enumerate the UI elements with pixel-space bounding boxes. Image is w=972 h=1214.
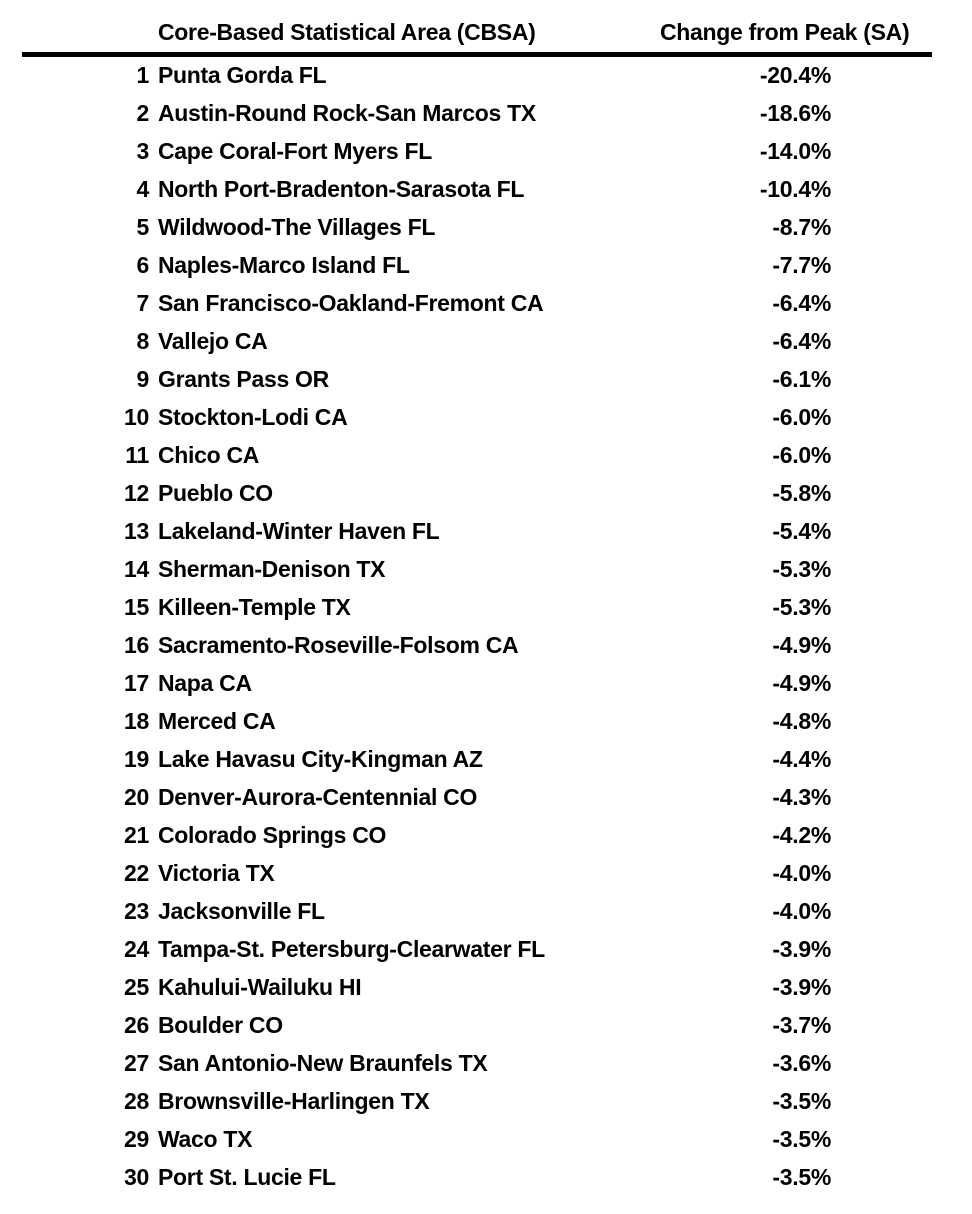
change-cell: -4.8% (772, 708, 831, 734)
table-row (0, 894, 972, 932)
rank-cell: 10 (124, 404, 149, 430)
rank-cell: 5 (136, 214, 149, 240)
area-cell: Tampa-St. Petersburg-Clearwater FL (158, 936, 545, 962)
table-row (0, 970, 972, 1008)
table-row (0, 628, 972, 666)
table-body (0, 58, 972, 1198)
area-cell: Kahului-Wailuku HI (158, 974, 362, 1000)
table-row (0, 514, 972, 552)
rank-cell: 12 (124, 480, 149, 506)
area-cell: Stockton-Lodi CA (158, 404, 348, 430)
rank-cell: 23 (124, 898, 149, 924)
table-row (0, 818, 972, 856)
rank-cell: 1 (136, 62, 149, 88)
change-cell: -4.2% (772, 822, 831, 848)
table-row (0, 476, 972, 514)
change-cell: -6.0% (772, 442, 831, 468)
rank-cell: 3 (136, 138, 149, 164)
change-cell: -4.9% (772, 670, 831, 696)
rank-cell: 27 (124, 1050, 149, 1076)
rank-cell: 17 (124, 670, 149, 696)
table-row (0, 324, 972, 362)
change-cell: -5.3% (772, 556, 831, 582)
area-cell: Wildwood-The Villages FL (158, 214, 436, 240)
table-row (0, 248, 972, 286)
rank-cell: 15 (124, 594, 149, 620)
change-cell: -5.3% (772, 594, 831, 620)
change-cell: -5.4% (772, 518, 831, 544)
table-row (0, 932, 972, 970)
table-row (0, 742, 972, 780)
column-header-area: Core-Based Statistical Area (CBSA) (158, 19, 536, 45)
table-row (0, 666, 972, 704)
table-row (0, 172, 972, 210)
area-cell: Napa CA (158, 670, 252, 696)
area-cell: Jacksonville FL (158, 898, 325, 924)
area-cell: Sacramento-Roseville-Folsom CA (158, 632, 519, 658)
rank-cell: 8 (136, 328, 149, 354)
table-row (0, 400, 972, 438)
area-cell: Lake Havasu City-Kingman AZ (158, 746, 483, 772)
table-row (0, 1008, 972, 1046)
area-cell: Cape Coral-Fort Myers FL (158, 138, 432, 164)
change-cell: -8.7% (772, 214, 831, 240)
rank-cell: 13 (124, 518, 149, 544)
column-header-change: Change from Peak (SA) (660, 19, 910, 45)
rank-cell: 28 (124, 1088, 149, 1114)
table-row (0, 286, 972, 324)
area-cell: Punta Gorda FL (158, 62, 327, 88)
area-cell: Vallejo CA (158, 328, 268, 354)
rank-cell: 24 (124, 936, 149, 962)
area-cell: Port St. Lucie FL (158, 1164, 336, 1190)
change-cell: -4.3% (772, 784, 831, 810)
change-cell: -3.9% (772, 974, 831, 1000)
change-cell: -4.0% (772, 898, 831, 924)
table-row (0, 1160, 972, 1198)
change-cell: -3.5% (772, 1088, 831, 1114)
rank-cell: 14 (124, 556, 149, 582)
rank-cell: 7 (136, 290, 149, 316)
table-row (0, 362, 972, 400)
area-cell: San Francisco-Oakland-Fremont CA (158, 290, 544, 316)
change-cell: -6.1% (772, 366, 831, 392)
area-cell: Colorado Springs CO (158, 822, 387, 848)
table-row (0, 552, 972, 590)
area-cell: Waco TX (158, 1126, 253, 1152)
change-cell: -6.4% (772, 328, 831, 354)
table-row (0, 856, 972, 894)
table-row (0, 704, 972, 742)
rank-cell: 30 (124, 1164, 149, 1190)
change-cell: -6.0% (772, 404, 831, 430)
area-cell: Merced CA (158, 708, 276, 734)
table-row (0, 1046, 972, 1084)
change-cell: -14.0% (759, 138, 831, 164)
area-cell: Naples-Marco Island FL (158, 252, 410, 278)
area-cell: North Port-Bradenton-Sarasota FL (158, 176, 525, 202)
rank-cell: 2 (136, 100, 149, 126)
rank-cell: 9 (136, 366, 149, 392)
area-cell: Chico CA (158, 442, 260, 468)
change-cell: -3.9% (772, 936, 831, 962)
change-cell: -6.4% (772, 290, 831, 316)
table-row (0, 590, 972, 628)
area-cell: Pueblo CO (158, 480, 273, 506)
area-cell: Lakeland-Winter Haven FL (158, 518, 440, 544)
area-cell: Victoria TX (158, 860, 275, 886)
change-cell: -3.5% (772, 1126, 831, 1152)
area-cell: Austin-Round Rock-San Marcos TX (158, 100, 536, 126)
change-cell: -5.8% (772, 480, 831, 506)
change-cell: -7.7% (772, 252, 831, 278)
rank-cell: 26 (124, 1012, 149, 1038)
change-cell: -4.9% (772, 632, 831, 658)
change-cell: -4.4% (772, 746, 831, 772)
change-cell: -10.4% (759, 176, 831, 202)
area-cell: Grants Pass OR (158, 366, 329, 392)
table-row (0, 58, 972, 96)
table-row (0, 780, 972, 818)
rank-cell: 21 (124, 822, 149, 848)
rank-cell: 6 (136, 252, 149, 278)
rank-cell: 22 (124, 860, 149, 886)
rank-cell: 18 (124, 708, 149, 734)
rank-cell: 11 (125, 442, 149, 468)
table-row (0, 96, 972, 134)
table-row (0, 1084, 972, 1122)
change-cell: -4.0% (772, 860, 831, 886)
table-row (0, 1122, 972, 1160)
rank-cell: 16 (124, 632, 149, 658)
area-cell: Boulder CO (158, 1012, 283, 1038)
rank-cell: 25 (124, 974, 149, 1000)
area-cell: Killeen-Temple TX (158, 594, 351, 620)
table-row (0, 210, 972, 248)
rank-cell: 4 (136, 176, 149, 202)
rank-cell: 29 (124, 1126, 149, 1152)
rank-cell: 20 (124, 784, 149, 810)
change-cell: -3.7% (772, 1012, 831, 1038)
change-cell: -3.5% (772, 1164, 831, 1190)
area-cell: Brownsville-Harlingen TX (158, 1088, 430, 1114)
area-cell: Sherman-Denison TX (158, 556, 386, 582)
table-row (0, 438, 972, 476)
change-cell: -3.6% (772, 1050, 831, 1076)
header-divider (22, 52, 932, 57)
area-cell: Denver-Aurora-Centennial CO (158, 784, 478, 810)
change-cell: -20.4% (759, 62, 831, 88)
area-cell: San Antonio-New Braunfels TX (158, 1050, 488, 1076)
rank-cell: 19 (124, 746, 149, 772)
table-row (0, 134, 972, 172)
change-cell: -18.6% (759, 100, 831, 126)
